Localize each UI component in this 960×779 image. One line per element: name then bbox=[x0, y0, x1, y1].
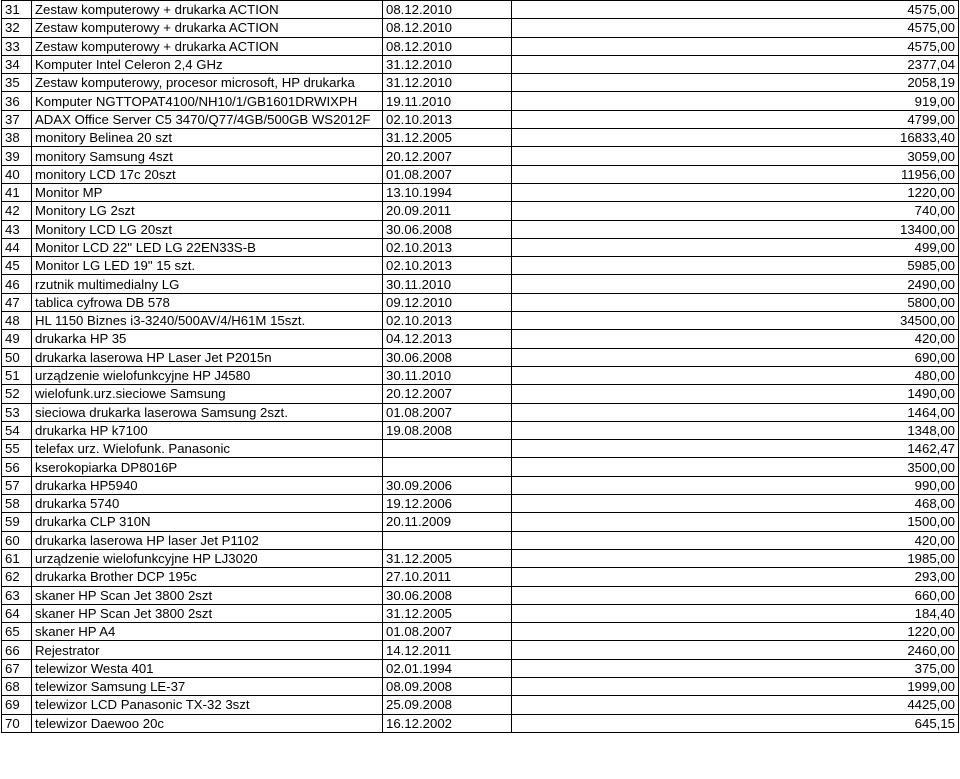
row-number-cell[interactable]: 52 bbox=[2, 385, 32, 403]
table-row bbox=[2, 202, 959, 220]
item-name-cell[interactable]: telewizor Westa 401 bbox=[32, 659, 383, 677]
acquisition-date-cell[interactable]: 19.12.2006 bbox=[383, 495, 512, 513]
value-cell[interactable]: 468,00 bbox=[512, 495, 959, 513]
acquisition-date-cell[interactable]: 25.09.2008 bbox=[383, 696, 512, 714]
item-name-cell[interactable]: HL 1150 Biznes i3-3240/500AV/4/H61M 15szt. bbox=[32, 312, 383, 330]
row-number-cell[interactable]: 70 bbox=[2, 714, 32, 732]
row-number-cell[interactable]: 36 bbox=[2, 92, 32, 110]
item-name-cell[interactable]: rzutnik multimedialny LG bbox=[32, 275, 383, 293]
value-cell[interactable]: 1464,00 bbox=[512, 403, 959, 421]
item-name-cell[interactable]: telefax urz. Wielofunk. Panasonic bbox=[32, 440, 383, 458]
value-cell[interactable]: 420,00 bbox=[512, 330, 959, 348]
table-row bbox=[2, 330, 959, 348]
table-row bbox=[2, 677, 959, 695]
item-name-cell[interactable]: Monitor LCD 22" LED LG 22EN33S-B bbox=[32, 238, 383, 256]
row-number-cell[interactable]: 68 bbox=[2, 677, 32, 695]
acquisition-date-cell[interactable]: 20.11.2009 bbox=[383, 513, 512, 531]
row-number-cell[interactable]: 51 bbox=[2, 366, 32, 384]
row-number-cell[interactable]: 39 bbox=[2, 147, 32, 165]
row-number-cell[interactable]: 40 bbox=[2, 165, 32, 183]
item-name-cell[interactable]: Monitor MP bbox=[32, 183, 383, 201]
value-cell[interactable]: 499,00 bbox=[512, 238, 959, 256]
item-name-cell[interactable]: skaner HP Scan Jet 3800 2szt bbox=[32, 586, 383, 604]
value-cell[interactable]: 13400,00 bbox=[512, 220, 959, 238]
value-cell[interactable]: 4425,00 bbox=[512, 696, 959, 714]
item-name-cell[interactable]: ADAX Office Server C5 3470/Q77/4GB/500GB WS2012F bbox=[32, 110, 383, 128]
acquisition-date-cell[interactable]: 27.10.2011 bbox=[383, 568, 512, 586]
value-cell[interactable]: 3059,00 bbox=[512, 147, 959, 165]
item-name-cell[interactable]: Zestaw komputerowy + drukarka ACTION bbox=[32, 37, 383, 55]
value-cell[interactable]: 645,15 bbox=[512, 714, 959, 732]
table-row bbox=[2, 385, 959, 403]
acquisition-date-cell[interactable]: 20.09.2011 bbox=[383, 202, 512, 220]
row-number-cell[interactable]: 69 bbox=[2, 696, 32, 714]
item-name-cell[interactable]: monitory Samsung 4szt bbox=[32, 147, 383, 165]
row-number-cell[interactable]: 48 bbox=[2, 312, 32, 330]
row-number-cell[interactable]: 50 bbox=[2, 348, 32, 366]
row-number-cell[interactable]: 57 bbox=[2, 476, 32, 494]
acquisition-date-cell[interactable]: 30.11.2010 bbox=[383, 366, 512, 384]
value-cell[interactable]: 4575,00 bbox=[512, 1, 959, 19]
acquisition-date-cell[interactable]: 31.12.2005 bbox=[383, 549, 512, 567]
table-row bbox=[2, 257, 959, 275]
row-number-cell[interactable]: 46 bbox=[2, 275, 32, 293]
value-cell[interactable]: 690,00 bbox=[512, 348, 959, 366]
item-name-cell[interactable]: Monitor LG LED 19" 15 szt. bbox=[32, 257, 383, 275]
acquisition-date-cell[interactable]: 30.06.2008 bbox=[383, 586, 512, 604]
row-number-cell[interactable]: 64 bbox=[2, 604, 32, 622]
value-cell[interactable]: 4575,00 bbox=[512, 19, 959, 37]
item-name-cell[interactable]: Zestaw komputerowy + drukarka ACTION bbox=[32, 1, 383, 19]
item-name-cell[interactable]: Zestaw komputerowy, procesor microsoft, HP drukarka bbox=[32, 74, 383, 92]
item-name-cell[interactable]: drukarka 5740 bbox=[32, 495, 383, 513]
row-number-cell[interactable]: 49 bbox=[2, 330, 32, 348]
item-name-cell[interactable]: urządzenie wielofunkcyjne HP J4580 bbox=[32, 366, 383, 384]
table-row bbox=[2, 421, 959, 439]
value-cell[interactable]: 3500,00 bbox=[512, 458, 959, 476]
value-cell[interactable]: 184,40 bbox=[512, 604, 959, 622]
acquisition-date-cell[interactable]: 31.12.2005 bbox=[383, 604, 512, 622]
table-row bbox=[2, 549, 959, 567]
item-name-cell[interactable]: monitory LCD 17c 20szt bbox=[32, 165, 383, 183]
row-number-cell[interactable]: 43 bbox=[2, 220, 32, 238]
table-row bbox=[2, 220, 959, 238]
value-cell[interactable]: 5800,00 bbox=[512, 293, 959, 311]
value-cell[interactable]: 1220,00 bbox=[512, 183, 959, 201]
value-cell[interactable]: 420,00 bbox=[512, 531, 959, 549]
table-row bbox=[2, 275, 959, 293]
acquisition-date-cell[interactable]: 01.08.2007 bbox=[383, 165, 512, 183]
item-name-cell[interactable]: wielofunk.urz.sieciowe Samsung bbox=[32, 385, 383, 403]
table-row bbox=[2, 440, 959, 458]
value-cell[interactable]: 293,00 bbox=[512, 568, 959, 586]
row-number-cell[interactable]: 62 bbox=[2, 568, 32, 586]
acquisition-date-cell[interactable]: 02.10.2013 bbox=[383, 257, 512, 275]
acquisition-date-cell[interactable]: 30.11.2010 bbox=[383, 275, 512, 293]
row-number-cell[interactable]: 31 bbox=[2, 1, 32, 19]
row-number-cell[interactable]: 63 bbox=[2, 586, 32, 604]
acquisition-date-cell[interactable]: 04.12.2013 bbox=[383, 330, 512, 348]
item-name-cell[interactable]: drukarka laserowa HP Laser Jet P2015n bbox=[32, 348, 383, 366]
acquisition-date-cell[interactable]: 30.06.2008 bbox=[383, 348, 512, 366]
item-name-cell[interactable]: urządzenie wielofunkcyjne HP LJ3020 bbox=[32, 549, 383, 567]
table-row bbox=[2, 147, 959, 165]
item-name-cell[interactable]: monitory Belinea 20 szt bbox=[32, 129, 383, 147]
acquisition-date-cell[interactable]: 02.10.2013 bbox=[383, 110, 512, 128]
item-name-cell[interactable]: telewizor Daewoo 20c bbox=[32, 714, 383, 732]
table-row bbox=[2, 238, 959, 256]
item-name-cell[interactable]: telewizor Samsung LE-37 bbox=[32, 677, 383, 695]
table-row bbox=[2, 74, 959, 92]
row-number-cell[interactable]: 44 bbox=[2, 238, 32, 256]
table-row bbox=[2, 568, 959, 586]
row-number-cell[interactable]: 58 bbox=[2, 495, 32, 513]
value-cell[interactable]: 375,00 bbox=[512, 659, 959, 677]
acquisition-date-cell[interactable]: 20.12.2007 bbox=[383, 147, 512, 165]
table-row bbox=[2, 659, 959, 677]
acquisition-date-cell[interactable]: 19.08.2008 bbox=[383, 421, 512, 439]
table-row bbox=[2, 312, 959, 330]
value-cell[interactable]: 1500,00 bbox=[512, 513, 959, 531]
acquisition-date-cell[interactable]: 13.10.1994 bbox=[383, 183, 512, 201]
row-number-cell[interactable]: 45 bbox=[2, 257, 32, 275]
acquisition-date-cell[interactable]: 02.10.2013 bbox=[383, 312, 512, 330]
row-number-cell[interactable]: 47 bbox=[2, 293, 32, 311]
item-name-cell[interactable]: kserokopiarka DP8016P bbox=[32, 458, 383, 476]
value-cell[interactable]: 16833,40 bbox=[512, 129, 959, 147]
table-row bbox=[2, 714, 959, 732]
value-cell[interactable]: 480,00 bbox=[512, 366, 959, 384]
row-number-cell[interactable]: 55 bbox=[2, 440, 32, 458]
item-name-cell[interactable]: Monitory LG 2szt bbox=[32, 202, 383, 220]
table-row bbox=[2, 403, 959, 421]
table-row bbox=[2, 183, 959, 201]
table-row bbox=[2, 458, 959, 476]
row-number-cell[interactable]: 61 bbox=[2, 549, 32, 567]
row-number-cell[interactable]: 67 bbox=[2, 659, 32, 677]
acquisition-date-cell[interactable]: 08.12.2010 bbox=[383, 1, 512, 19]
value-cell[interactable]: 1490,00 bbox=[512, 385, 959, 403]
row-number-cell[interactable]: 53 bbox=[2, 403, 32, 421]
acquisition-date-cell[interactable]: 20.12.2007 bbox=[383, 385, 512, 403]
acquisition-date-cell[interactable]: 02.01.1994 bbox=[383, 659, 512, 677]
value-cell[interactable]: 5985,00 bbox=[512, 257, 959, 275]
table-row bbox=[2, 55, 959, 73]
item-name-cell[interactable]: Komputer Intel Celeron 2,4 GHz bbox=[32, 55, 383, 73]
table-row bbox=[2, 1, 959, 19]
value-cell[interactable]: 1348,00 bbox=[512, 421, 959, 439]
value-cell[interactable]: 1220,00 bbox=[512, 623, 959, 641]
row-number-cell[interactable]: 65 bbox=[2, 623, 32, 641]
acquisition-date-cell[interactable]: 02.10.2013 bbox=[383, 238, 512, 256]
item-name-cell[interactable]: sieciowa drukarka laserowa Samsung 2szt. bbox=[32, 403, 383, 421]
row-number-cell[interactable]: 66 bbox=[2, 641, 32, 659]
acquisition-date-cell[interactable]: 01.08.2007 bbox=[383, 623, 512, 641]
value-cell[interactable]: 34500,00 bbox=[512, 312, 959, 330]
table-row bbox=[2, 110, 959, 128]
table-body bbox=[2, 1, 959, 733]
table-row bbox=[2, 623, 959, 641]
value-cell[interactable]: 740,00 bbox=[512, 202, 959, 220]
acquisition-date-cell[interactable]: 08.12.2010 bbox=[383, 19, 512, 37]
item-name-cell[interactable]: drukarka HP 35 bbox=[32, 330, 383, 348]
acquisition-date-cell[interactable] bbox=[383, 458, 512, 476]
acquisition-date-cell[interactable]: 08.12.2010 bbox=[383, 37, 512, 55]
item-name-cell[interactable]: skaner HP Scan Jet 3800 2szt bbox=[32, 604, 383, 622]
acquisition-date-cell[interactable]: 19.11.2010 bbox=[383, 92, 512, 110]
row-number-cell[interactable]: 35 bbox=[2, 74, 32, 92]
value-cell[interactable]: 990,00 bbox=[512, 476, 959, 494]
row-number-cell[interactable]: 34 bbox=[2, 55, 32, 73]
row-number-cell[interactable]: 59 bbox=[2, 513, 32, 531]
table-row bbox=[2, 476, 959, 494]
acquisition-date-cell[interactable]: 16.12.2002 bbox=[383, 714, 512, 732]
acquisition-date-cell[interactable]: 30.06.2008 bbox=[383, 220, 512, 238]
table-row bbox=[2, 92, 959, 110]
row-number-cell[interactable]: 41 bbox=[2, 183, 32, 201]
table-row bbox=[2, 366, 959, 384]
table-row bbox=[2, 129, 959, 147]
table-row bbox=[2, 586, 959, 604]
table-row bbox=[2, 165, 959, 183]
item-name-cell[interactable]: drukarka Brother DCP 195c bbox=[32, 568, 383, 586]
value-cell[interactable]: 4575,00 bbox=[512, 37, 959, 55]
acquisition-date-cell[interactable] bbox=[383, 531, 512, 549]
item-name-cell[interactable]: telewizor LCD Panasonic TX-32 3szt bbox=[32, 696, 383, 714]
value-cell[interactable]: 1462,47 bbox=[512, 440, 959, 458]
item-name-cell[interactable]: drukarka HP5940 bbox=[32, 476, 383, 494]
acquisition-date-cell[interactable]: 14.12.2011 bbox=[383, 641, 512, 659]
acquisition-date-cell[interactable]: 30.09.2006 bbox=[383, 476, 512, 494]
row-number-cell[interactable]: 56 bbox=[2, 458, 32, 476]
item-name-cell[interactable]: Komputer NGTTOPAT4100/NH10/1/GB1601DRWIXPH bbox=[32, 92, 383, 110]
item-name-cell[interactable]: Rejestrator bbox=[32, 641, 383, 659]
value-cell[interactable]: 2490,00 bbox=[512, 275, 959, 293]
value-cell[interactable]: 660,00 bbox=[512, 586, 959, 604]
acquisition-date-cell[interactable] bbox=[383, 440, 512, 458]
value-cell[interactable]: 11956,00 bbox=[512, 165, 959, 183]
value-cell[interactable]: 2377,04 bbox=[512, 55, 959, 73]
item-name-cell[interactable]: skaner HP A4 bbox=[32, 623, 383, 641]
inventory-table bbox=[1, 0, 959, 733]
value-cell[interactable]: 1985,00 bbox=[512, 549, 959, 567]
table-row bbox=[2, 37, 959, 55]
value-cell[interactable]: 2058,19 bbox=[512, 74, 959, 92]
row-number-cell[interactable]: 54 bbox=[2, 421, 32, 439]
value-cell[interactable]: 2460,00 bbox=[512, 641, 959, 659]
acquisition-date-cell[interactable]: 31.12.2010 bbox=[383, 55, 512, 73]
item-name-cell[interactable]: Zestaw komputerowy + drukarka ACTION bbox=[32, 19, 383, 37]
row-number-cell[interactable]: 38 bbox=[2, 129, 32, 147]
item-name-cell[interactable]: tablica cyfrowa DB 578 bbox=[32, 293, 383, 311]
table-row bbox=[2, 495, 959, 513]
row-number-cell[interactable]: 42 bbox=[2, 202, 32, 220]
table-row bbox=[2, 641, 959, 659]
acquisition-date-cell[interactable]: 31.12.2005 bbox=[383, 129, 512, 147]
row-number-cell[interactable]: 37 bbox=[2, 110, 32, 128]
table-row bbox=[2, 696, 959, 714]
row-number-cell[interactable]: 33 bbox=[2, 37, 32, 55]
table-row bbox=[2, 19, 959, 37]
acquisition-date-cell[interactable]: 01.08.2007 bbox=[383, 403, 512, 421]
table-row bbox=[2, 604, 959, 622]
value-cell[interactable]: 4799,00 bbox=[512, 110, 959, 128]
table-row bbox=[2, 293, 959, 311]
table-row bbox=[2, 348, 959, 366]
table-row bbox=[2, 531, 959, 549]
item-name-cell[interactable]: drukarka laserowa HP laser Jet P1102 bbox=[32, 531, 383, 549]
row-number-cell[interactable]: 32 bbox=[2, 19, 32, 37]
item-name-cell[interactable]: Monitory LCD LG 20szt bbox=[32, 220, 383, 238]
table-row bbox=[2, 513, 959, 531]
item-name-cell[interactable]: drukarka CLP 310N bbox=[32, 513, 383, 531]
acquisition-date-cell[interactable]: 09.12.2010 bbox=[383, 293, 512, 311]
value-cell[interactable]: 1999,00 bbox=[512, 677, 959, 695]
acquisition-date-cell[interactable]: 31.12.2010 bbox=[383, 74, 512, 92]
acquisition-date-cell[interactable]: 08.09.2008 bbox=[383, 677, 512, 695]
row-number-cell[interactable]: 60 bbox=[2, 531, 32, 549]
value-cell[interactable]: 919,00 bbox=[512, 92, 959, 110]
item-name-cell[interactable]: drukarka HP k7100 bbox=[32, 421, 383, 439]
